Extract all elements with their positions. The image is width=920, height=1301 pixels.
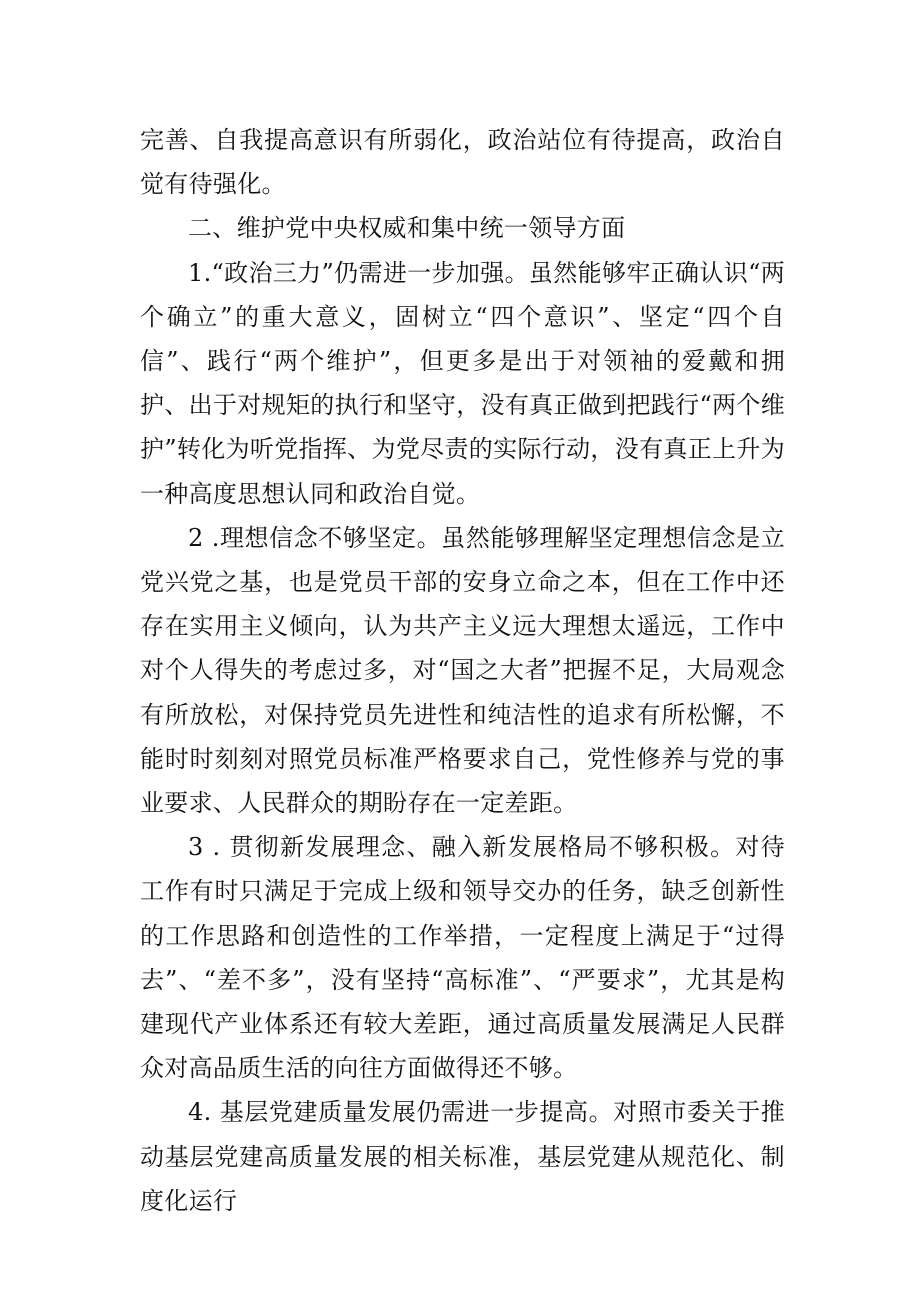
document-body: [140, 118, 785, 1223]
paragraph-item-2: 2 .理想信念不够坚定。虽然能够理解坚定理想信念是立党兴党之基，也是党员干部的安身立命之本，但在工作中还存在实用主义倾向，认为共产主义远大理想太遥远，工作中对个人得失的考虑过多，对“国之大者”把握不足，大局观念有所放松，对保持党员先进性和纯洁性的追求有所松懈，不能时时刻刻对照党员标准严格要求自己，党性修养与党的事业要求、人民群众的期盼存在一定差距。: [140, 523, 785, 818]
paragraph-item-4: 4. 基层党建质量发展仍需进一步提高。对照市委关于推动基层党建高质量发展的相关标准，基层党建从规范化、制度化运行: [140, 1098, 785, 1215]
paragraph-continuation: 完善、自我提高意识有所弱化，政治站位有待提高，政治自觉有待强化。: [140, 126, 785, 199]
section-heading: 二、维护党中央权威和集中统一领导方面: [188, 214, 626, 243]
paragraph-item-3: 3 . 贯彻新发展理念、融入新发展格局不够积极。对待工作有时只满足于完成上级和领导交办的任务，缺乏创新性的工作思路和创造性的工作举措，一定程度上满足于“过得去”、“差不多”，没有坚持“高标准”、“严要求”，尤其是构建现代产业体系还有较大差距，通过高质量发展满足人民群众对高品质生活的向往方面做得还不够。: [140, 833, 785, 1083]
paragraph-item-1: 1.“政治三力”仍需进一步加强。虽然能够牢正确认识“两个确立”的重大意义，固树立“四个意识”、坚定“四个自信”、践行“两个维护”，但更多是出于对领袖的爱戴和拥护、出于对规矩的执行和坚守，没有真正做到把践行“两个维护”转化为听党指挥、为党尽责的实际行动，没有真正上升为一种高度思想认同和政治自觉。: [140, 258, 785, 508]
